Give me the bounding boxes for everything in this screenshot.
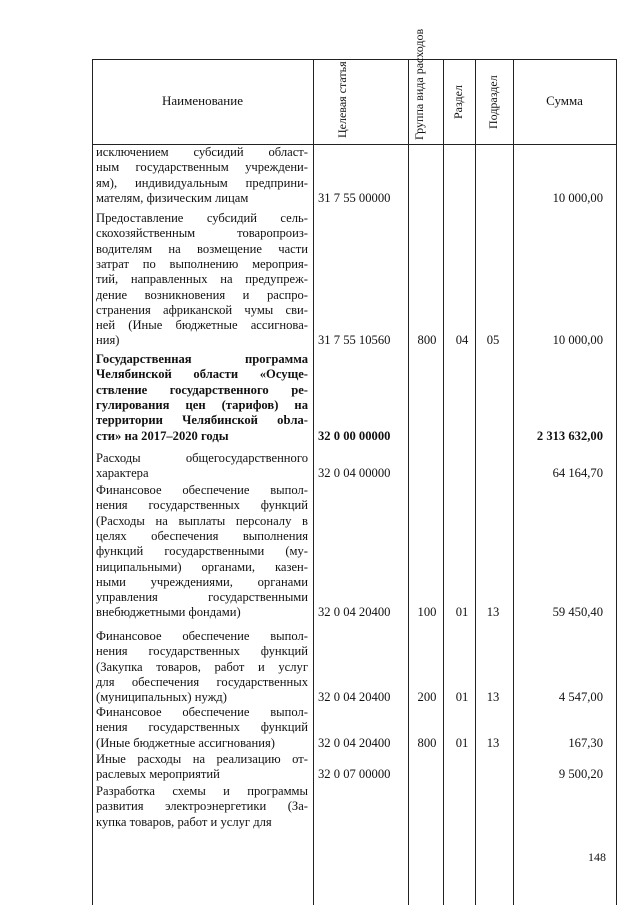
column-divider: [616, 59, 617, 905]
row-name-line: нения государственных функций: [96, 720, 308, 735]
row-name-line: Расходы общегосударственного: [96, 451, 308, 465]
row-name-line: Челябинской области «Осуще-: [96, 367, 308, 382]
row-name-line: тий, направленных на предупреж-: [96, 272, 308, 287]
row-target-article: 32 0 00 00000: [318, 428, 391, 443]
row-expense-group: 100: [417, 605, 437, 620]
column-divider: [408, 59, 409, 905]
row-target-article: 32 0 04 20400: [318, 690, 391, 705]
row-name-line: Иные расходы на реализацию от-: [96, 752, 308, 766]
row-name-line: скохозяйственным товаропроиз-: [96, 226, 308, 241]
row-section: 01: [455, 605, 469, 620]
row-name-line: характера: [96, 466, 149, 481]
row-name-line: ям), индивидуальным предприни-: [96, 175, 308, 190]
row-section: 04: [455, 333, 469, 348]
row-name-line: целях обеспечения выполнения: [96, 528, 308, 543]
row-name-line: управления государственными: [96, 590, 308, 605]
column-divider: [92, 59, 93, 905]
row-section: 01: [455, 690, 469, 705]
row-sum: 4 547,00: [558, 690, 603, 705]
row-name-line: ниципальными) органами, казен-: [96, 559, 308, 574]
row-name-line: раслевых мероприятий: [96, 767, 220, 782]
row-name-line: ней (Иные бюджетные ассигнова-: [96, 318, 308, 333]
row-target-article: 31 7 55 10560: [318, 333, 391, 348]
row-name-line: территории Челябинской obла-: [96, 413, 308, 428]
row-name-line: (муниципальных) нужд): [96, 690, 227, 705]
row-subsection: 13: [486, 690, 500, 705]
row-name-line: внебюджетными фондами): [96, 605, 241, 620]
row-sum: 2 313 632,00: [536, 428, 603, 443]
row-sum: 9 500,20: [558, 767, 603, 782]
row-name-line: Финансовое обеспечение выпол-: [96, 705, 308, 719]
row-name-line: Финансовое обеспечение выпол-: [96, 483, 308, 497]
header-expense-group: Группа вида расходов: [412, 28, 426, 140]
column-divider: [313, 59, 314, 905]
row-name-line: Государственная программа: [96, 352, 308, 366]
row-expense-group: 800: [417, 735, 437, 750]
row-target-article: 32 0 04 00000: [318, 466, 391, 481]
row-name-line: сти» на 2017–2020 годы: [96, 428, 229, 443]
row-name-line: для обеспечения государственных: [96, 674, 308, 689]
row-name-line: ными учреждениями, органами: [96, 574, 308, 589]
header-target-article: Целевая статья: [335, 61, 349, 138]
row-target-article: 32 0 04 20400: [318, 735, 391, 750]
row-name-line: исключением субсидий област-: [96, 145, 308, 159]
row-section: 01: [455, 735, 469, 750]
row-name-line: затрат по выполнению мероприя-: [96, 256, 308, 271]
row-name-line: дение возникновения и распро-: [96, 287, 308, 302]
row-name-line: мателям, физическим лицам: [96, 190, 249, 205]
row-name-line: ния): [96, 333, 120, 348]
row-name-line: (Иные бюджетные ассигнования): [96, 735, 275, 750]
page-number: 148: [588, 850, 606, 864]
row-name-line: гулирования цен (тарифов) на: [96, 397, 308, 412]
row-sum: 167,30: [568, 735, 603, 750]
row-name-line: Финансовое обеспечение выпол-: [96, 629, 308, 643]
row-name-line: развития электроэнергетики (За-: [96, 799, 308, 814]
row-target-article: 32 0 04 20400: [318, 605, 391, 620]
row-name-line: купка товаров, работ и услуг для: [96, 814, 272, 829]
row-name-line: (Закупка товаров, работ и услуг: [96, 659, 308, 674]
row-name-line: нения государственных функций: [96, 644, 308, 659]
row-sum: 10 000,00: [552, 333, 603, 348]
row-target-article: 32 0 07 00000: [318, 767, 391, 782]
row-name-line: (Расходы на выплаты персоналу в: [96, 513, 308, 528]
table-top-border: [92, 59, 616, 60]
row-sum: 10 000,00: [552, 190, 603, 205]
row-name-line: ным государственным учреждени-: [96, 160, 308, 175]
column-divider: [475, 59, 476, 905]
row-name-line: Предоставление субсидий сель-: [96, 211, 308, 225]
column-divider: [443, 59, 444, 905]
row-name-line: странения африканской чумы сви-: [96, 302, 308, 317]
row-name-line: функций государственными (му-: [96, 544, 308, 559]
row-name-line: ствление государственного ре-: [96, 382, 308, 397]
row-subsection: 13: [486, 605, 500, 620]
row-expense-group: 800: [417, 333, 437, 348]
row-subsection: 13: [486, 735, 500, 750]
row-name-line: водителям на возмещение части: [96, 241, 308, 256]
header-subsection: Подраздел: [486, 75, 500, 129]
header-section: Раздел: [451, 85, 465, 119]
row-sum: 59 450,40: [552, 605, 603, 620]
row-name-line: Разработка схемы и программы: [96, 784, 308, 798]
header-name: Наименование: [162, 93, 243, 108]
header-sum: Сумма: [546, 93, 583, 108]
row-sum: 64 164,70: [552, 466, 603, 481]
row-name-line: нения государственных функций: [96, 498, 308, 513]
row-subsection: 05: [486, 333, 500, 348]
row-expense-group: 200: [417, 690, 437, 705]
row-target-article: 31 7 55 00000: [318, 190, 391, 205]
